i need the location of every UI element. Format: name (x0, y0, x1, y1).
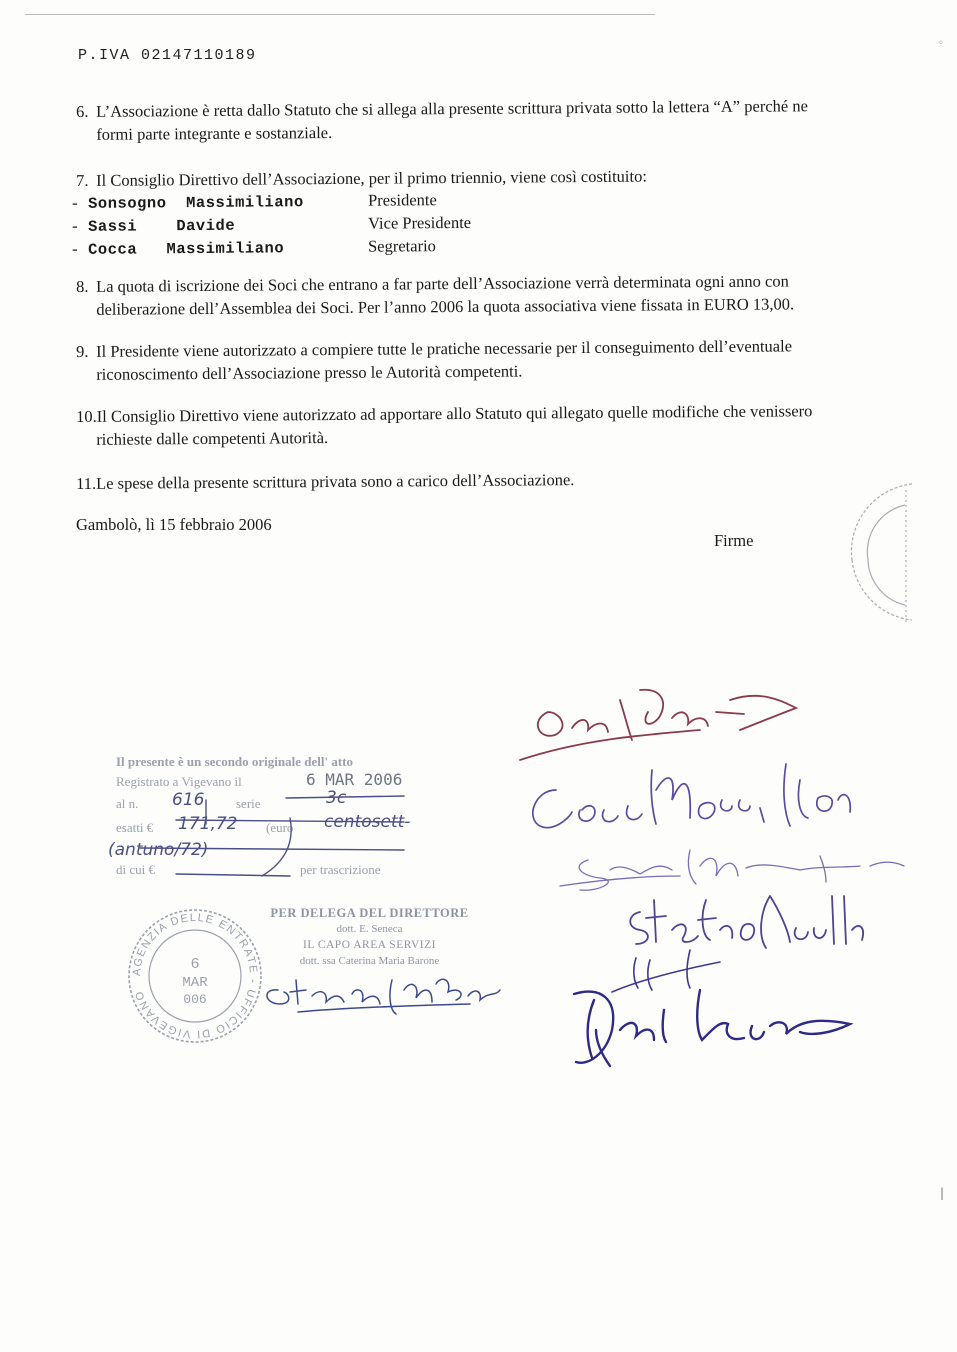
member-name: Cocca Massimiliano (88, 239, 285, 259)
paragraph-7 (76, 165, 647, 192)
paragraph-text-continued: deliberazione dell’Assemblea dei Soci. Per l’anno 2006 la quota associativa viene fissata in EURO 13,00. (96, 294, 795, 319)
paragraph-6 (76, 94, 808, 146)
signature-sassi-davide (520, 690, 796, 760)
paragraph-text: Il Presidente viene autorizzato a compiere tutte le pratiche necessarie per il conseguimento dell’eventuale (96, 336, 793, 361)
delegation-line-1: PER DELEGA DEL DIRETTORE (270, 906, 469, 920)
member-role: Vice Presidente (367, 212, 472, 233)
signature-sonsogno-massimiliano (560, 850, 904, 890)
member-role: Presidente (367, 190, 437, 210)
delegation-line-2: dott. E. Seneca (336, 923, 403, 935)
edge-mark: | (940, 1186, 945, 1200)
paragraph-number: 9. (76, 341, 89, 361)
signature-short (612, 950, 720, 992)
stamp-ring-text: AGENZIA DELLE ENTRATE - UFFICIO DI VIGEVANO (130, 911, 260, 1041)
delegation-line-3: IL CAPO AREA SERVIZI (303, 939, 436, 951)
stamp-line-1: Il presente è un secondo originale dell' atto (116, 754, 354, 769)
delegation-stamp (262, 905, 477, 969)
edge-mark: ◦ (938, 38, 944, 49)
partial-edge-stamp (851, 484, 912, 625)
member-name: Sassi Davide (88, 216, 236, 236)
paragraph-number: 8. (76, 276, 89, 296)
signature-bottom (574, 990, 850, 1066)
paragraph-text-continued: formi parte integrante e sostanziale. (96, 122, 333, 144)
stamp-day: 6 (190, 956, 200, 973)
paragraph-number: 10. (76, 406, 97, 426)
signature-cocca-massimiliano (533, 764, 850, 828)
amount-in-words-continued: (antuno/72) (108, 840, 209, 860)
registration-date: 6 MAR 2006 (306, 770, 403, 789)
signature-stefano (630, 896, 863, 948)
paragraph-9 (76, 334, 792, 386)
paragraph-number: 6. (76, 101, 89, 121)
paragraph-10 (76, 399, 813, 451)
member-role: Segretario (367, 236, 436, 256)
council-member-vice-president: - Sassi Davide Vice Presidente (72, 212, 472, 236)
paragraph-number: 11. (76, 473, 97, 493)
signature-barone (267, 979, 500, 1014)
paragraph-text: La quota di iscrizione dei Soci che entrano a far parte dell’Associazione verrà determinata ogni anno con (96, 271, 789, 296)
registration-series: 3c (326, 788, 347, 808)
paragraph-text-continued: riconoscimento dell’Associazione presso le Autorità competenti. (96, 361, 523, 384)
registration-stamp (108, 752, 446, 882)
paragraph-text: Le spese della presente scrittura privata sono a carico dell’Associazione. (96, 470, 575, 493)
council-member-president: - Sonsogno Massimiliano Presidente (72, 190, 437, 213)
registration-number: 616 (172, 790, 205, 810)
registration-amount: 171,72 (178, 814, 238, 834)
paragraph-text: L’Associazione è retta dallo Statuto che si allega alla presente scrittura privata sotto la lettera “A” perché ne (96, 96, 808, 121)
paragraph-text: Il Consiglio Direttivo dell’Associazione, per il primo triennio, viene così costituito: (96, 166, 647, 190)
stamp-year: 006 (183, 992, 207, 1007)
top-rule (25, 14, 655, 15)
round-stamp (127, 908, 263, 1044)
signatures-label: Firme (714, 531, 754, 550)
paragraph-8 (76, 269, 794, 321)
paragraph-11 (76, 468, 574, 495)
paragraph-text: Il Consiglio Direttivo viene autorizzato ad apportare allo Statuto qui allegato quelle modifiche che venissero (96, 401, 813, 426)
stamp-line-3: al n. 616 serie 3c (116, 788, 347, 811)
place-and-date: Gambolò, lì 15 febbraio 2006 (76, 515, 272, 534)
delegation-line-4: dott. ssa Caterina Maria Barone (299, 955, 440, 967)
stamp-line-5: di cui € per trascrizione (116, 862, 381, 877)
paragraph-text-continued: richieste dalle competenti Autorità. (96, 428, 329, 449)
paragraph-number: 7. (76, 170, 89, 190)
vat-number: P.IVA 02147110189 (78, 47, 257, 64)
amount-in-words: centosett- (324, 812, 411, 832)
council-member-secretary: - Cocca Massimiliano Segretario (72, 236, 436, 259)
stamp-line-2: Registrato a Vigevano il 6 MAR 2006 (116, 770, 403, 789)
stamp-month: MAR (182, 975, 208, 991)
stamp-line-4: esatti € 171,72 (euro centosett- (116, 812, 411, 835)
member-name: Sonsogno Massimiliano (88, 193, 304, 213)
